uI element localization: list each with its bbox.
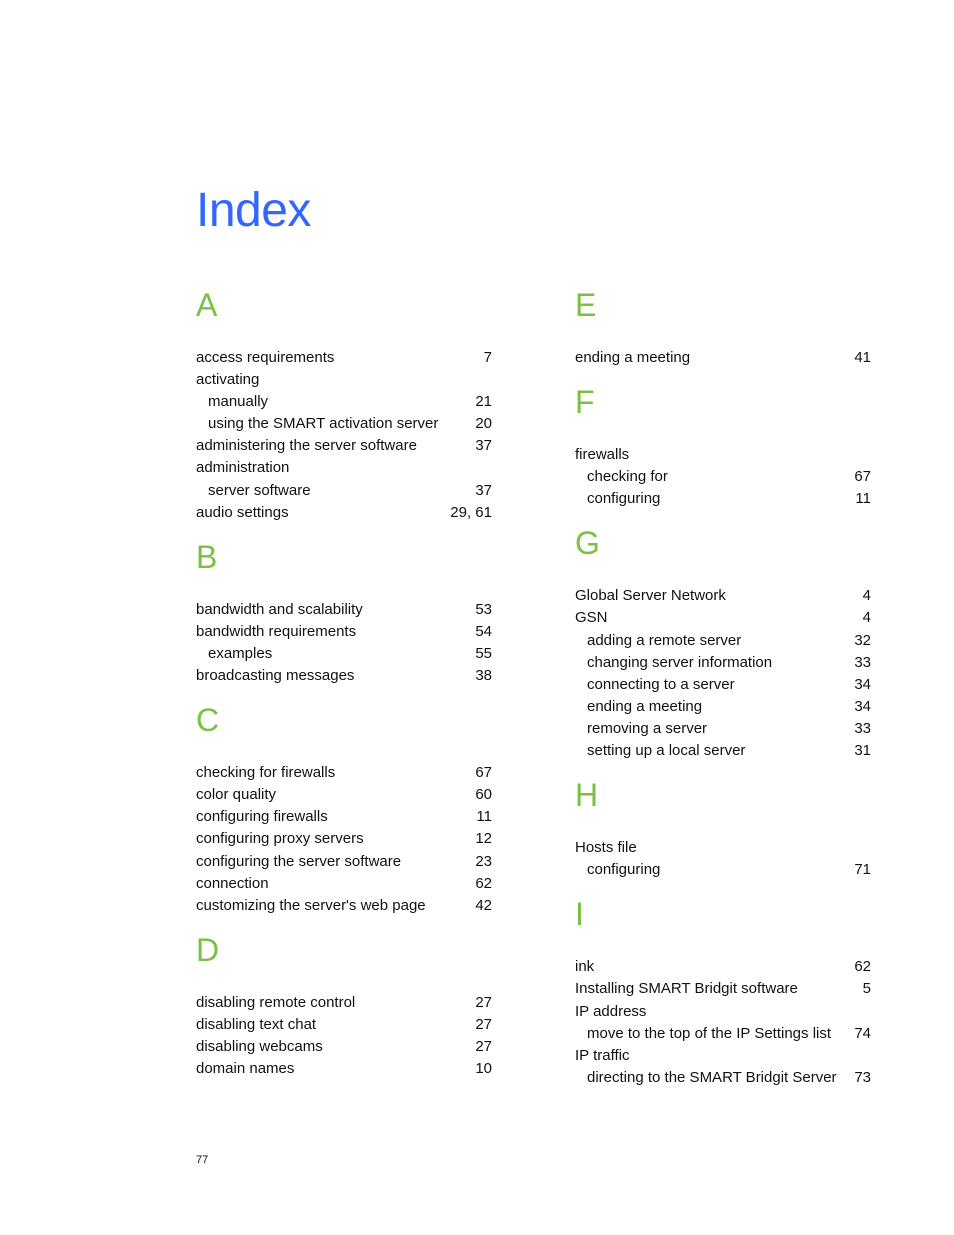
index-subentry	[575, 466, 871, 488]
index-entry	[196, 828, 492, 850]
index-entry	[575, 1001, 871, 1023]
index-page-ref: 10	[475, 1060, 492, 1078]
index-page-ref: 74	[854, 1024, 871, 1042]
index-page-ref: 27	[475, 1015, 492, 1033]
index-page-ref: 23	[475, 852, 492, 870]
index-page-ref: 38	[475, 667, 492, 685]
index-term: using the SMART activation server	[208, 415, 439, 433]
index-column-left	[196, 285, 492, 1080]
index-page-ref: 71	[854, 861, 871, 879]
index-entry	[575, 607, 871, 629]
index-term: disabling text chat	[196, 1015, 317, 1033]
index-term: adding a remote server	[587, 631, 742, 649]
index-page-ref: 33	[854, 653, 871, 671]
index-term: disabling webcams	[196, 1037, 323, 1055]
index-section-a	[196, 285, 492, 524]
section-letter: I	[575, 896, 584, 933]
index-entry	[196, 435, 492, 457]
index-subentry	[575, 674, 871, 696]
index-page-ref: 29, 61	[450, 503, 492, 521]
index-term: broadcasting messages	[196, 667, 355, 685]
index-term: configuring proxy servers	[196, 830, 364, 848]
index-entry	[575, 956, 871, 978]
index-entry	[575, 978, 871, 1000]
index-subentry	[575, 859, 871, 881]
index-page-ref: 62	[475, 874, 492, 892]
index-entry	[196, 851, 492, 873]
index-entry	[575, 347, 871, 369]
index-page-ref: 31	[854, 742, 871, 760]
section-letter: G	[575, 525, 600, 562]
index-entry	[196, 457, 492, 479]
index-section-i	[575, 894, 871, 1089]
page-title: Index	[196, 184, 311, 237]
index-page-ref: 4	[862, 609, 871, 627]
index-page-ref: 53	[475, 600, 492, 618]
index-section-e	[575, 285, 871, 369]
index-entry	[196, 1058, 492, 1080]
index-term: changing server information	[587, 653, 773, 671]
index-section-h	[575, 775, 871, 881]
index-page-ref: 42	[475, 896, 492, 914]
index-term: Hosts file	[575, 839, 637, 857]
index-term: directing to the SMART Bridgit Server	[587, 1068, 837, 1086]
index-term: access requirements	[196, 349, 335, 366]
index-subentry	[575, 1023, 871, 1045]
index-page-ref: 54	[475, 622, 492, 640]
index-entry	[196, 784, 492, 806]
index-subentry	[196, 391, 492, 413]
index-page-ref: 60	[475, 786, 492, 804]
index-term: connection	[196, 874, 269, 892]
index-section-f	[575, 382, 871, 510]
section-letter: C	[196, 702, 220, 739]
index-term: configuring firewalls	[196, 808, 328, 826]
index-page-ref: 34	[854, 675, 871, 693]
index-section-d	[196, 930, 492, 1080]
index-term: administering the server software	[196, 437, 417, 455]
index-term: ending a meeting	[587, 697, 703, 715]
index-term: configuring the server software	[196, 852, 402, 870]
index-term: domain names	[196, 1060, 295, 1078]
index-term: setting up a local server	[587, 742, 746, 760]
index-page-ref: 67	[475, 764, 492, 782]
index-entry	[575, 837, 871, 859]
index-entry	[196, 1036, 492, 1058]
index-page-ref: 67	[854, 468, 871, 486]
index-entry	[196, 873, 492, 895]
index-entry	[196, 806, 492, 828]
index-page-ref: 27	[475, 993, 492, 1011]
page-number: 77	[196, 1154, 209, 1166]
index-term: manually	[208, 393, 269, 411]
index-term: checking for	[587, 468, 668, 486]
index-entry	[575, 444, 871, 466]
index-page-ref: 73	[854, 1068, 871, 1086]
index-entry	[575, 585, 871, 607]
index-entry	[196, 369, 492, 391]
index-entry	[196, 621, 492, 643]
index-term: configuring	[587, 490, 661, 508]
index-page-ref: 4	[862, 587, 871, 605]
index-term: activating	[196, 371, 260, 389]
index-term: connecting to a server	[587, 675, 735, 693]
index-subentry	[196, 413, 492, 435]
index-page-ref: 7	[483, 349, 492, 366]
index-term: GSN	[575, 609, 608, 627]
index-page-ref: 37	[475, 437, 492, 455]
index-page-ref: 21	[475, 393, 492, 411]
index-page-ref: 20	[475, 415, 492, 433]
index-entry	[196, 599, 492, 621]
index-page-ref: 37	[475, 481, 492, 499]
index-term: disabling remote control	[196, 993, 356, 1011]
section-letter: D	[196, 931, 220, 968]
index-page-ref: 5	[862, 980, 871, 998]
index-term: configuring	[587, 861, 661, 879]
index-term: bandwidth and scalability	[196, 600, 363, 618]
index-entry	[196, 1014, 492, 1036]
index-term: administration	[196, 459, 290, 477]
index-subentry	[575, 652, 871, 674]
index-page-ref: 12	[475, 830, 492, 848]
index-term: audio settings	[196, 503, 289, 521]
index-term: IP traffic	[575, 1046, 630, 1064]
index-term: Global Server Network	[575, 587, 726, 605]
section-letter: F	[575, 384, 595, 421]
index-page-ref: 33	[854, 719, 871, 737]
index-entry	[196, 762, 492, 784]
index-subentry	[575, 696, 871, 718]
index-page-ref: 11	[855, 490, 871, 508]
index-subentry	[575, 740, 871, 762]
index-subentry	[196, 480, 492, 502]
index-entry	[196, 502, 492, 524]
index-term: Installing SMART Bridgit software	[575, 980, 798, 998]
index-term: server software	[208, 481, 311, 499]
section-letter: A	[196, 287, 218, 323]
index-page-ref: 55	[475, 644, 492, 662]
index-subentry	[575, 630, 871, 652]
index-page-ref: 41	[854, 349, 871, 366]
index-term: ending a meeting	[575, 349, 691, 366]
index-term: bandwidth requirements	[196, 622, 357, 640]
index-subentry	[575, 488, 871, 510]
index-section-c	[196, 700, 492, 917]
index-term: examples	[208, 644, 273, 662]
index-entry	[196, 665, 492, 687]
index-subentry	[575, 718, 871, 740]
index-subentry	[575, 1067, 871, 1089]
section-letter: H	[575, 777, 599, 814]
index-term: color quality	[196, 786, 277, 804]
index-section-b	[196, 537, 492, 687]
index-page-ref: 62	[854, 958, 871, 976]
index-page-ref: 32	[854, 631, 871, 649]
index-term: firewalls	[575, 446, 630, 464]
index-term: removing a server	[587, 719, 708, 737]
index-term: move to the top of the IP Settings list	[587, 1024, 832, 1042]
index-term: IP address	[575, 1002, 647, 1020]
index-subentry	[196, 643, 492, 665]
index-column-right	[575, 285, 871, 1089]
index-term: checking for firewalls	[196, 764, 336, 782]
index-term: ink	[575, 958, 595, 976]
index-entry	[196, 992, 492, 1014]
index-section-g	[575, 523, 871, 762]
index-entry	[196, 347, 492, 369]
index-term: customizing the server's web page	[196, 896, 426, 914]
section-letter: B	[196, 538, 218, 575]
index-page-ref: 27	[475, 1037, 492, 1055]
index-entry	[196, 895, 492, 917]
index-entry	[575, 1045, 871, 1067]
index-page-ref: 11	[476, 808, 492, 826]
section-letter: E	[575, 287, 597, 323]
index-page-ref: 34	[854, 697, 871, 715]
